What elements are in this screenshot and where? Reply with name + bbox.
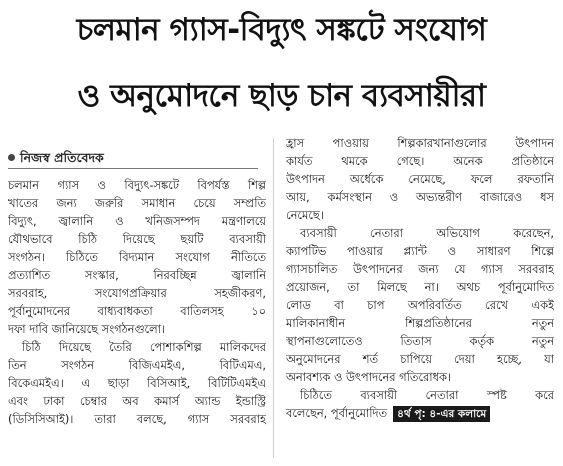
headline-line-1: চলমান গ্যাস-বিদ্যুৎ সঙ্কটে সংযোগ xyxy=(76,12,487,48)
bullet-icon xyxy=(8,154,15,161)
paragraph-line: পূর্বানুমোদনের বাধ্যবাধকতা বাতিলসহ ১০ xyxy=(8,304,266,318)
byline xyxy=(8,150,104,170)
paragraph-line: লোড বা চাপ অপরিবর্তিত রেখে একই xyxy=(286,298,554,312)
paragraph-line: সরবরাহ, সংযোগপ্রক্রিয়ার সহজীকরণ, xyxy=(8,286,266,300)
paragraph-line: স্থাপনাগুলোতেও তিতাস কর্তৃক নতুন xyxy=(286,334,554,348)
paragraph-line: কার্যত থমকে গেছে। অনেক প্রতিষ্ঠানে xyxy=(286,154,554,168)
column-divider xyxy=(273,138,274,458)
paragraph-line: প্রয়োজন, তা মিলছে না। অথচ পূর্বানুমোদিত xyxy=(286,280,554,294)
article-left-column xyxy=(8,176,266,428)
paragraph-line: অনাবশ্যক ও উৎপাদনের গতিরোধক। xyxy=(286,370,452,384)
byline-underline xyxy=(8,168,258,169)
paragraph-line: অনুমোদনের শর্ত চাপিয়ে দেয়া হচ্ছে, যা xyxy=(286,352,554,366)
paragraph-line: সংগঠন। চিঠিতে বিদ্যমান সংযোগ নীতিতে xyxy=(8,250,266,264)
paragraph-line: খাতের জন্য জরুরি সমাধান চেয়ে সম্প্রতি xyxy=(8,196,266,210)
paragraph-line: ব্যবসায়ী নেতারা অভিযোগ করেছেন, xyxy=(300,226,554,240)
continued-on-label: ৪র্থ পৃ: ৪-এর কলামে xyxy=(393,406,490,422)
paragraph-line: এবং ঢাকা চেম্বার অব কমার্স অ্যান্ড ইন্ডাস্ট্রি xyxy=(8,394,266,408)
paragraph-line: নেমেছে। xyxy=(286,208,324,222)
paragraph-line: বিদ্যুৎ, জ্বালানি ও খনিজসম্পদ মন্ত্রণালয়ে xyxy=(8,214,266,228)
paragraph-line-with-jump xyxy=(286,404,554,422)
headline-line-2: ও অনুমোদনে ছাড় চান ব্যবসায়ীরা xyxy=(77,78,486,114)
paragraph-line: তিন সংগঠন বিজিএমইএ, বিটিএমএ, xyxy=(8,358,266,372)
paragraph-line: চিঠি দিয়েছে তৈরি পোশাকশিল্প মালিকদের xyxy=(22,340,266,354)
paragraph-line: উৎপাদন অর্ধেকে নেমেছে, ফলে রফতানি xyxy=(286,172,554,186)
paragraph-line: হ্রাস পাওয়ায় শিল্পকারখানাগুলোর উৎপাদন xyxy=(286,136,554,150)
paragraph-line: দফা দাবি জানিয়েছে সংগঠনগুলো। xyxy=(8,322,165,336)
paragraph-line: বলেছেন, পূর্বানুমোদিত xyxy=(286,406,388,420)
paragraph-line: গ্যাসচালিত উৎপাদনের জন্য যে গ্যাস সরবরাহ xyxy=(286,262,554,276)
paragraph-line: বিকেএমইএ। এ ছাড়া বিসিআই, বিটিটিএমইএ xyxy=(8,376,266,390)
paragraph-line: (ডিসিসিআই)। তারা বলছে, গ্যাস সরবরাহ xyxy=(8,412,266,426)
paragraph-line: প্রত্যাশিত সংস্কার, নিরবচ্ছিন্ন জ্বালানি xyxy=(8,268,266,282)
paragraph-line: যৌথভাবে চিঠি দিয়েছে ছয়টি ব্যবসায়ী xyxy=(8,232,266,246)
paragraph-line: আয়, কর্মসংস্থান ও অভ্যন্তরীণ বাজারেও ধস xyxy=(286,190,554,204)
byline-text: নিজস্ব প্রতিবেদক xyxy=(20,150,104,165)
article-right-column xyxy=(286,134,554,422)
paragraph-line: মালিকানাধীন শিল্পপ্রতিষ্ঠানের নতুন xyxy=(286,316,554,330)
paragraph-line: চিঠিতে ব্যবসায়ী নেতারা স্পষ্ট করে xyxy=(300,388,554,402)
paragraph-line: চলমান গ্যাস ও বিদ্যুৎ-সঙ্কটে বিপর্যস্ত শিল্প xyxy=(8,178,266,192)
paragraph-line: ক্যাপটিভ পাওয়ার প্ল্যান্ট ও সাধারণ শিল্পে xyxy=(286,244,554,258)
